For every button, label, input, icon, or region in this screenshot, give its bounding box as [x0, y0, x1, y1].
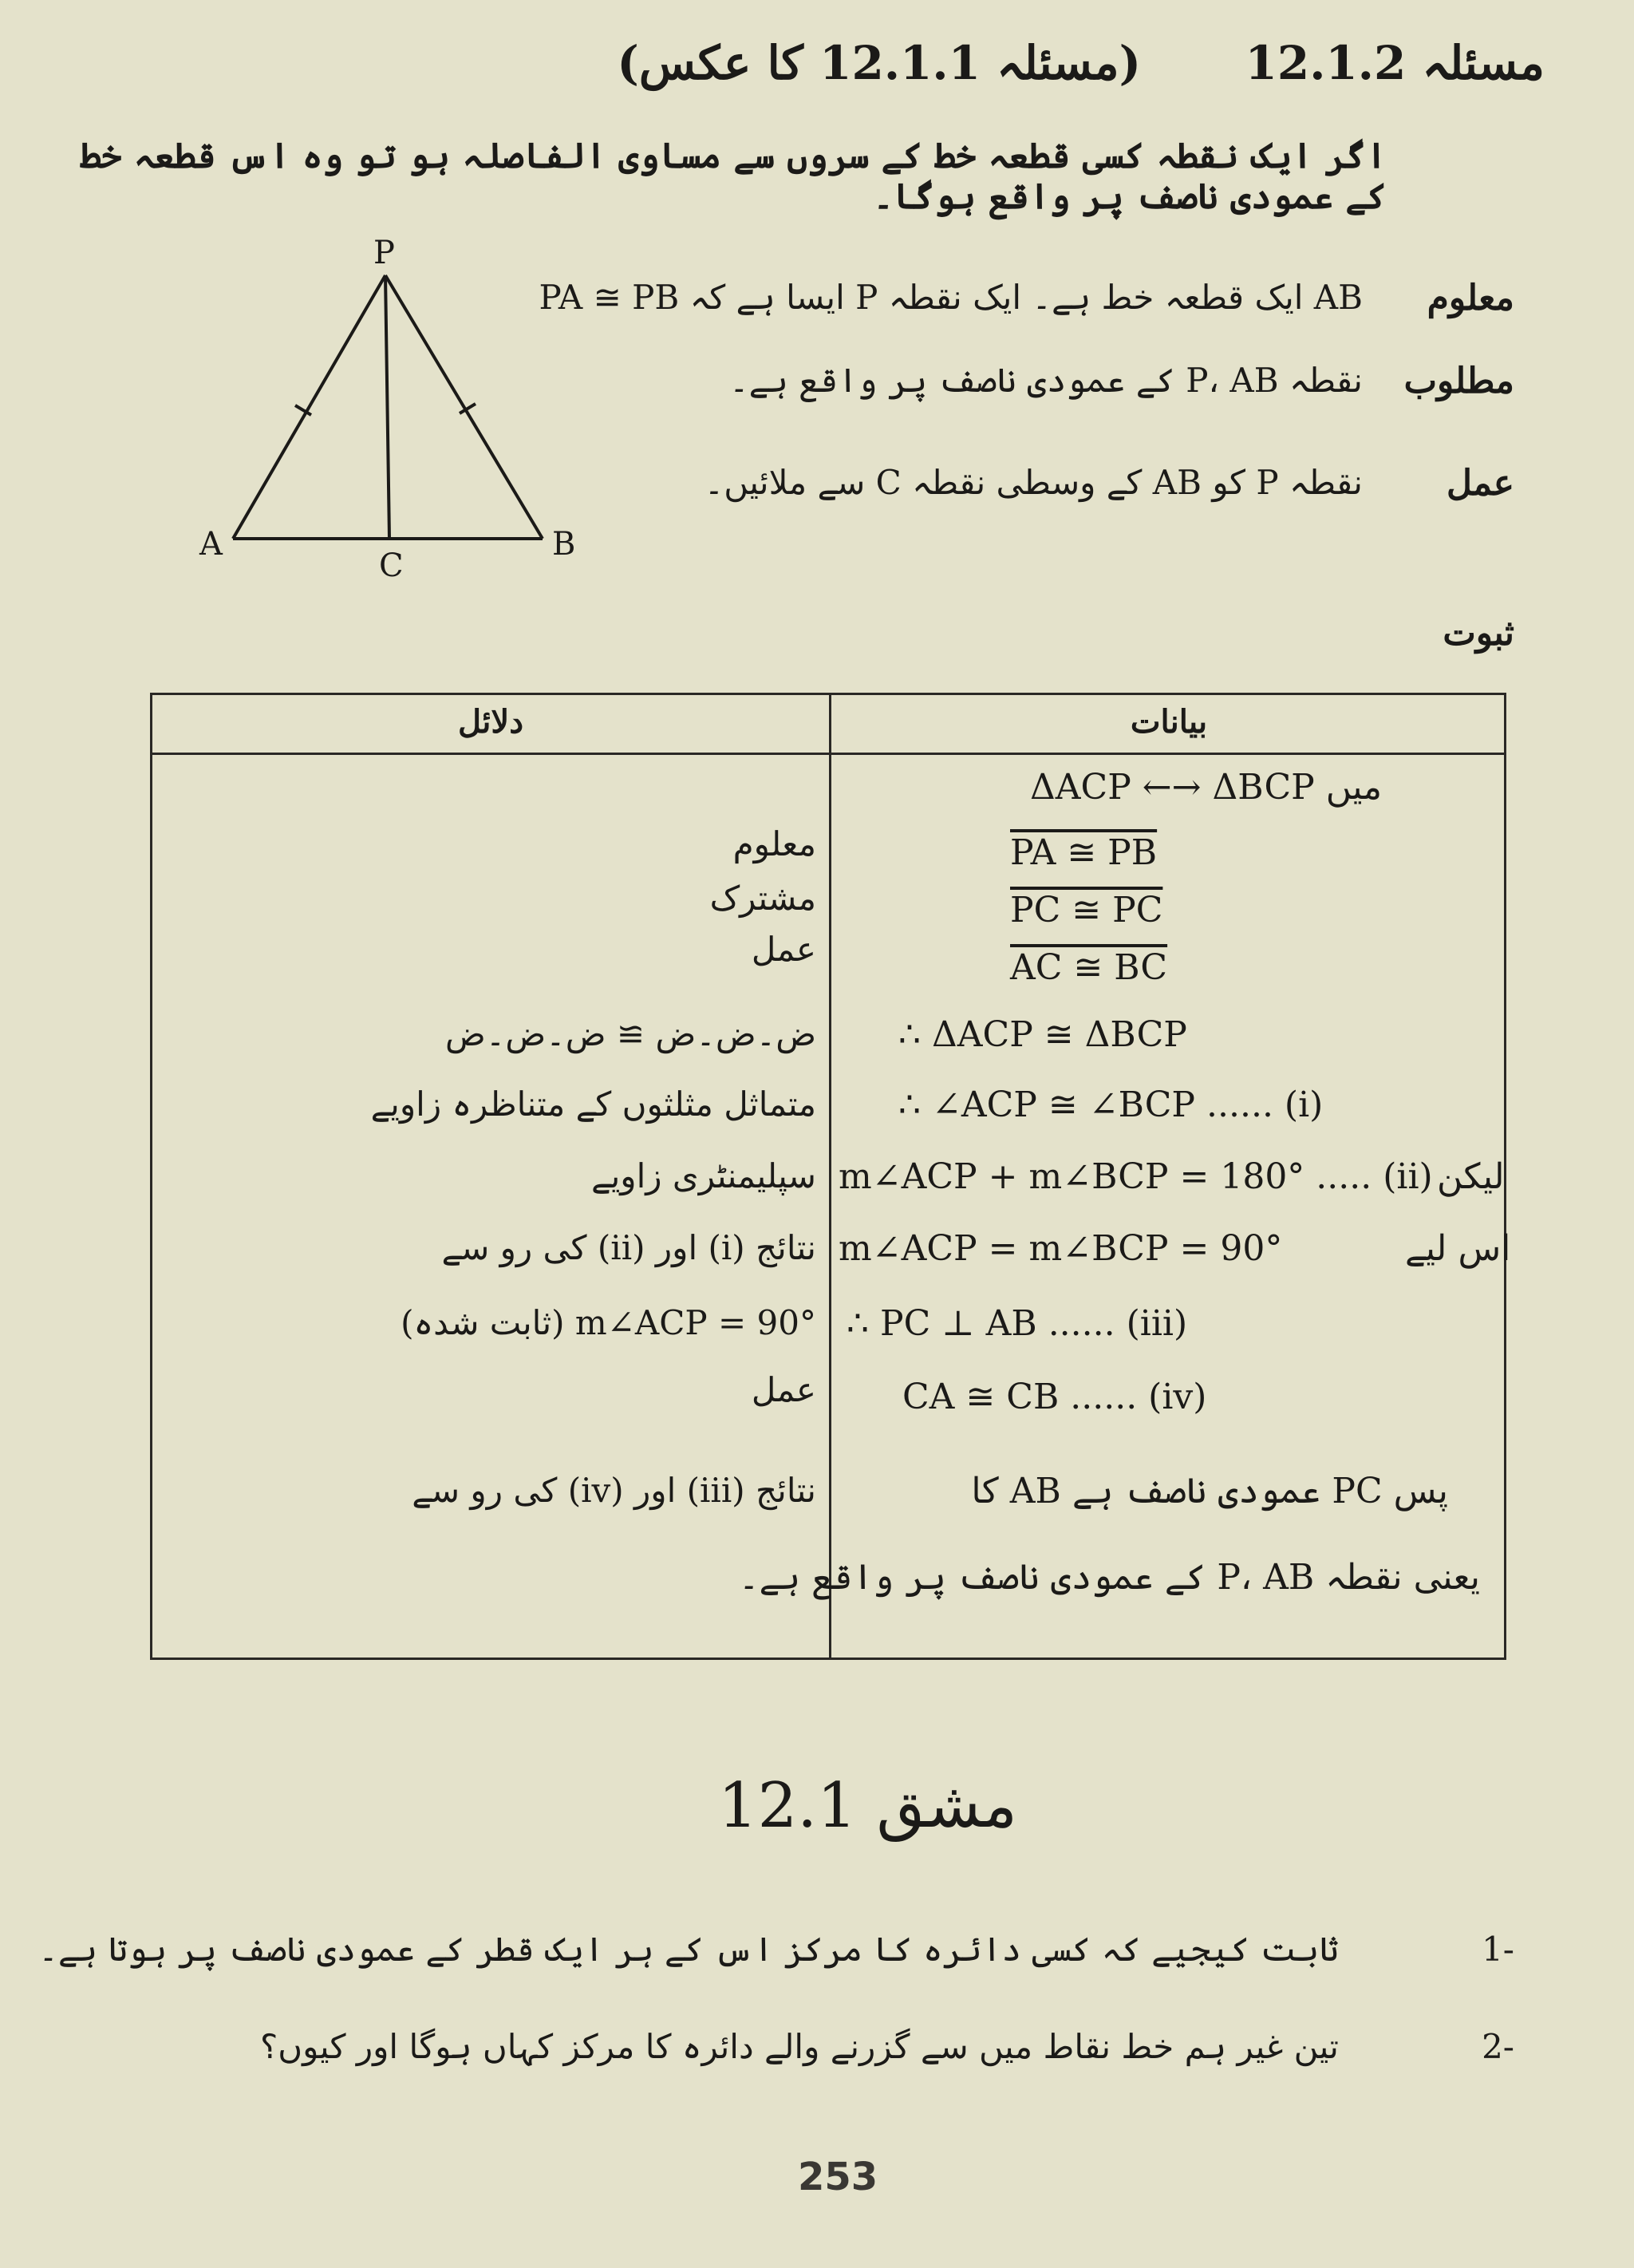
statement-row: PA ≅ PB: [1010, 832, 1158, 873]
statement-prefix-therefore: اس لیے: [1405, 1228, 1511, 1269]
reason-row: متماثل مثلثوں کے متناظرہ زاویے: [370, 1085, 816, 1124]
table-header-divider: [152, 753, 1504, 755]
theorem-heading: [348, 36, 1545, 124]
given-row: [477, 278, 1514, 326]
proof-heading: ثبوت: [1443, 613, 1514, 654]
reason-row: عمل: [751, 930, 816, 969]
statement-row: ∴ ∠ACP ≅ ∠BCP ...... (i): [898, 1085, 1324, 1125]
statement-row: ∴ PC ⊥ AB ...... (iii): [847, 1303, 1188, 1344]
required-text: نقطہ P، AB کے عمودی ناصف پر واقع ہے۔: [728, 361, 1363, 400]
converse-note: (مسئلہ 12.1.1 کا عکس): [617, 36, 1142, 90]
theorem-number: مسئلہ 12.1.2: [1245, 36, 1545, 90]
page-number: 253: [798, 2155, 878, 2199]
point-label-c: C: [379, 547, 404, 583]
reason-row: مشترک: [709, 879, 816, 918]
table-column-divider: [829, 695, 831, 1658]
question-text: ثابت کیجیے کہ کسی دائرہ کا مرکز اس کے ہر ایک قطر کے عمودی ناصف پر ہوتا ہے۔: [38, 1930, 1339, 1969]
statement-row: PC ≅ PC: [1010, 890, 1163, 931]
question-number: -2: [1482, 2027, 1514, 2066]
question-number: -1: [1482, 1930, 1514, 1969]
reason-row: ض۔ض۔ض ≅ ض۔ض۔ض: [445, 1014, 816, 1053]
construction-text: نقطہ P کو AB کے وسطی نقطہ C سے ملائیں۔: [704, 463, 1363, 502]
point-label-p: P: [373, 235, 395, 271]
statements-header: بیانات: [1130, 703, 1208, 741]
side-pa: [233, 275, 385, 539]
reason-row: نتائج (iii) اور (iv) کی رو سے: [412, 1471, 816, 1510]
reasons-header: دلائل: [457, 703, 524, 741]
proof-table: [150, 693, 1511, 1660]
question-text: تین غیر ہم خط نقاط میں سے گزرنے والے دائرہ کا مرکز کہاں ہوگا اور کیوں؟: [260, 2027, 1339, 2066]
construction-label: عمل: [1446, 463, 1514, 504]
statement-row: m∠ACP = m∠BCP = 90°: [839, 1228, 1283, 1269]
construction-row: [477, 463, 1514, 511]
statement-conclusion: پس PC عمودی ناصف ہے AB کا: [971, 1471, 1448, 1511]
reason-row: m∠ACP = 90° (ثابت شدہ): [401, 1303, 816, 1342]
given-label: معلوم: [1427, 278, 1514, 318]
statement-prefix-but: لیکن: [1437, 1156, 1505, 1197]
required-label: مطلوب: [1403, 361, 1514, 401]
given-text: AB ایک قطعہ خط ہے۔ ایک نقطہ P ایسا ہے کہ PA ≅ PB: [539, 278, 1363, 317]
question-item: [38, 1930, 1514, 1978]
statement-row: m∠ACP + m∠BCP = 180° ..... (ii): [839, 1156, 1433, 1197]
point-label-b: B: [552, 526, 576, 563]
statement-row: ∴ ΔACP ≅ ΔBCP: [898, 1014, 1187, 1055]
reason-row: نتائج (i) اور (ii) کی رو سے: [441, 1228, 816, 1267]
statement-conclusion: یعنی نقطہ P، AB کے عمودی ناصف پر واقع ہے۔: [738, 1557, 1480, 1598]
statement-row: AC ≅ BC: [1010, 947, 1168, 988]
exercise-title: مشق 12.1: [718, 1770, 1017, 1842]
statement-intro: میں ΔACP ←→ ΔBCP: [1030, 767, 1383, 808]
reason-row: سپلیمنٹری زاویے: [590, 1156, 816, 1195]
segment-pc: [385, 275, 389, 539]
required-row: [477, 361, 1514, 409]
statement-row: CA ≅ CB ...... (iv): [902, 1377, 1207, 1417]
point-label-a: A: [199, 526, 223, 563]
reason-row: معلوم: [732, 824, 816, 863]
theorem-statement: اگر ایک نقطہ کسی قطعہ خط کے سروں سے مساوی الفاصلہ ہو تو وہ اس قطعہ خط کے عمودی ناصف پر واقع ہوگا۔: [80, 136, 1387, 217]
reason-row: عمل: [751, 1370, 816, 1409]
question-item: [158, 2027, 1514, 2075]
